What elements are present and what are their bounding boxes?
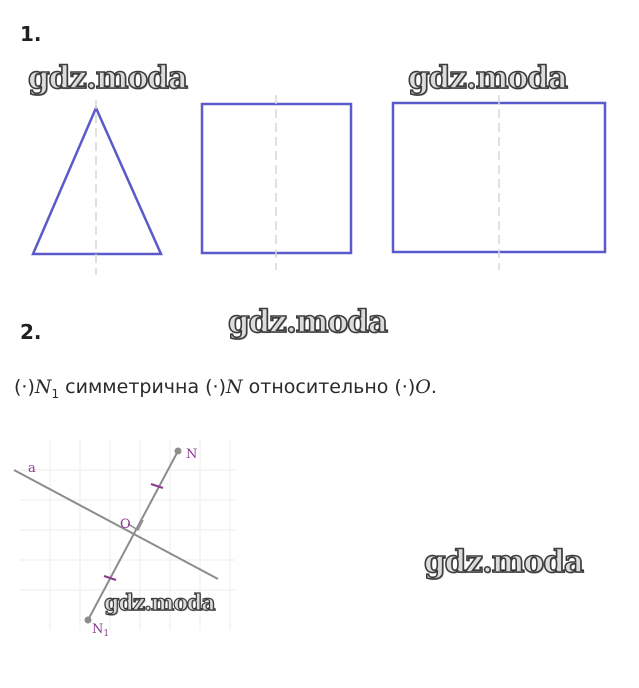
watermark: gdz.moda: [104, 590, 215, 616]
triangle-shape: [33, 108, 161, 254]
watermark: gdz.moda: [424, 544, 583, 580]
label-O: O: [120, 517, 131, 532]
watermark: gdz.moda: [28, 60, 187, 96]
watermark: gdz.moda: [408, 60, 567, 96]
symmetry-statement: $(\cdot)N_1$ симметрична (·)N относительно (·)O.: [14, 376, 437, 401]
task-1-number: 1.: [20, 22, 42, 46]
line-a: [14, 470, 218, 579]
label-N1: $N_1$: [92, 622, 110, 639]
point-N: [175, 448, 182, 455]
task-2-number: 2.: [20, 320, 42, 344]
label-a: a: [28, 461, 36, 476]
point-N1: [85, 617, 92, 624]
watermark: gdz.moda: [228, 304, 387, 340]
label-N: N: [186, 447, 198, 462]
